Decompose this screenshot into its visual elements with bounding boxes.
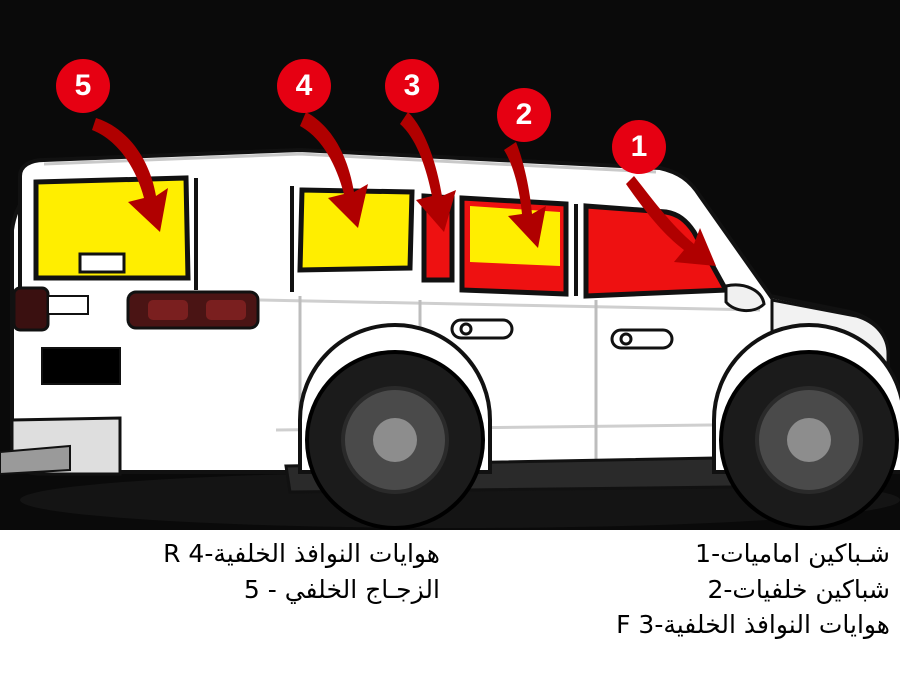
callout-badge-2-label: 2 [515, 98, 533, 131]
legend-item-2: شباكين خلفيات-2 [707, 574, 890, 604]
callout-badge-3[interactable] [385, 59, 439, 113]
callout-badge-5-label: 5 [74, 69, 92, 102]
legend-column-left [163, 536, 440, 607]
legend-item-3-text: هوايات النوافذ الخلفية-3 [638, 610, 890, 639]
legend-item-4-text: هوايات النوافذ الخلفية-4 [188, 539, 440, 568]
callout-badge-4[interactable] [277, 59, 331, 113]
legend-item-3-suffix: F [616, 610, 631, 639]
legend-item-4 [163, 536, 440, 572]
legend-item-1: شـباكين اماميات-1 [695, 539, 890, 568]
callout-badge-3-label: 3 [403, 69, 421, 102]
legend-item-4-prefix: R [163, 539, 181, 568]
callout-badge-1[interactable] [612, 120, 666, 174]
callout-badge-2[interactable] [497, 88, 551, 142]
legend-item-5: الزجـاج الخلفي - 5 [243, 574, 440, 604]
legend-column-right [616, 536, 890, 643]
rear-side-window [462, 198, 566, 294]
callout-badge-1-label: 1 [630, 130, 648, 163]
legend-item-3 [616, 607, 890, 643]
callout-badge-5[interactable] [56, 59, 110, 113]
callout-badge-4-label: 4 [295, 69, 313, 102]
front-wheel [714, 325, 900, 528]
front-door-handle [612, 330, 672, 348]
rear-door-handle [452, 320, 512, 338]
legend-panel [0, 530, 900, 675]
rear-wheel [300, 325, 490, 528]
